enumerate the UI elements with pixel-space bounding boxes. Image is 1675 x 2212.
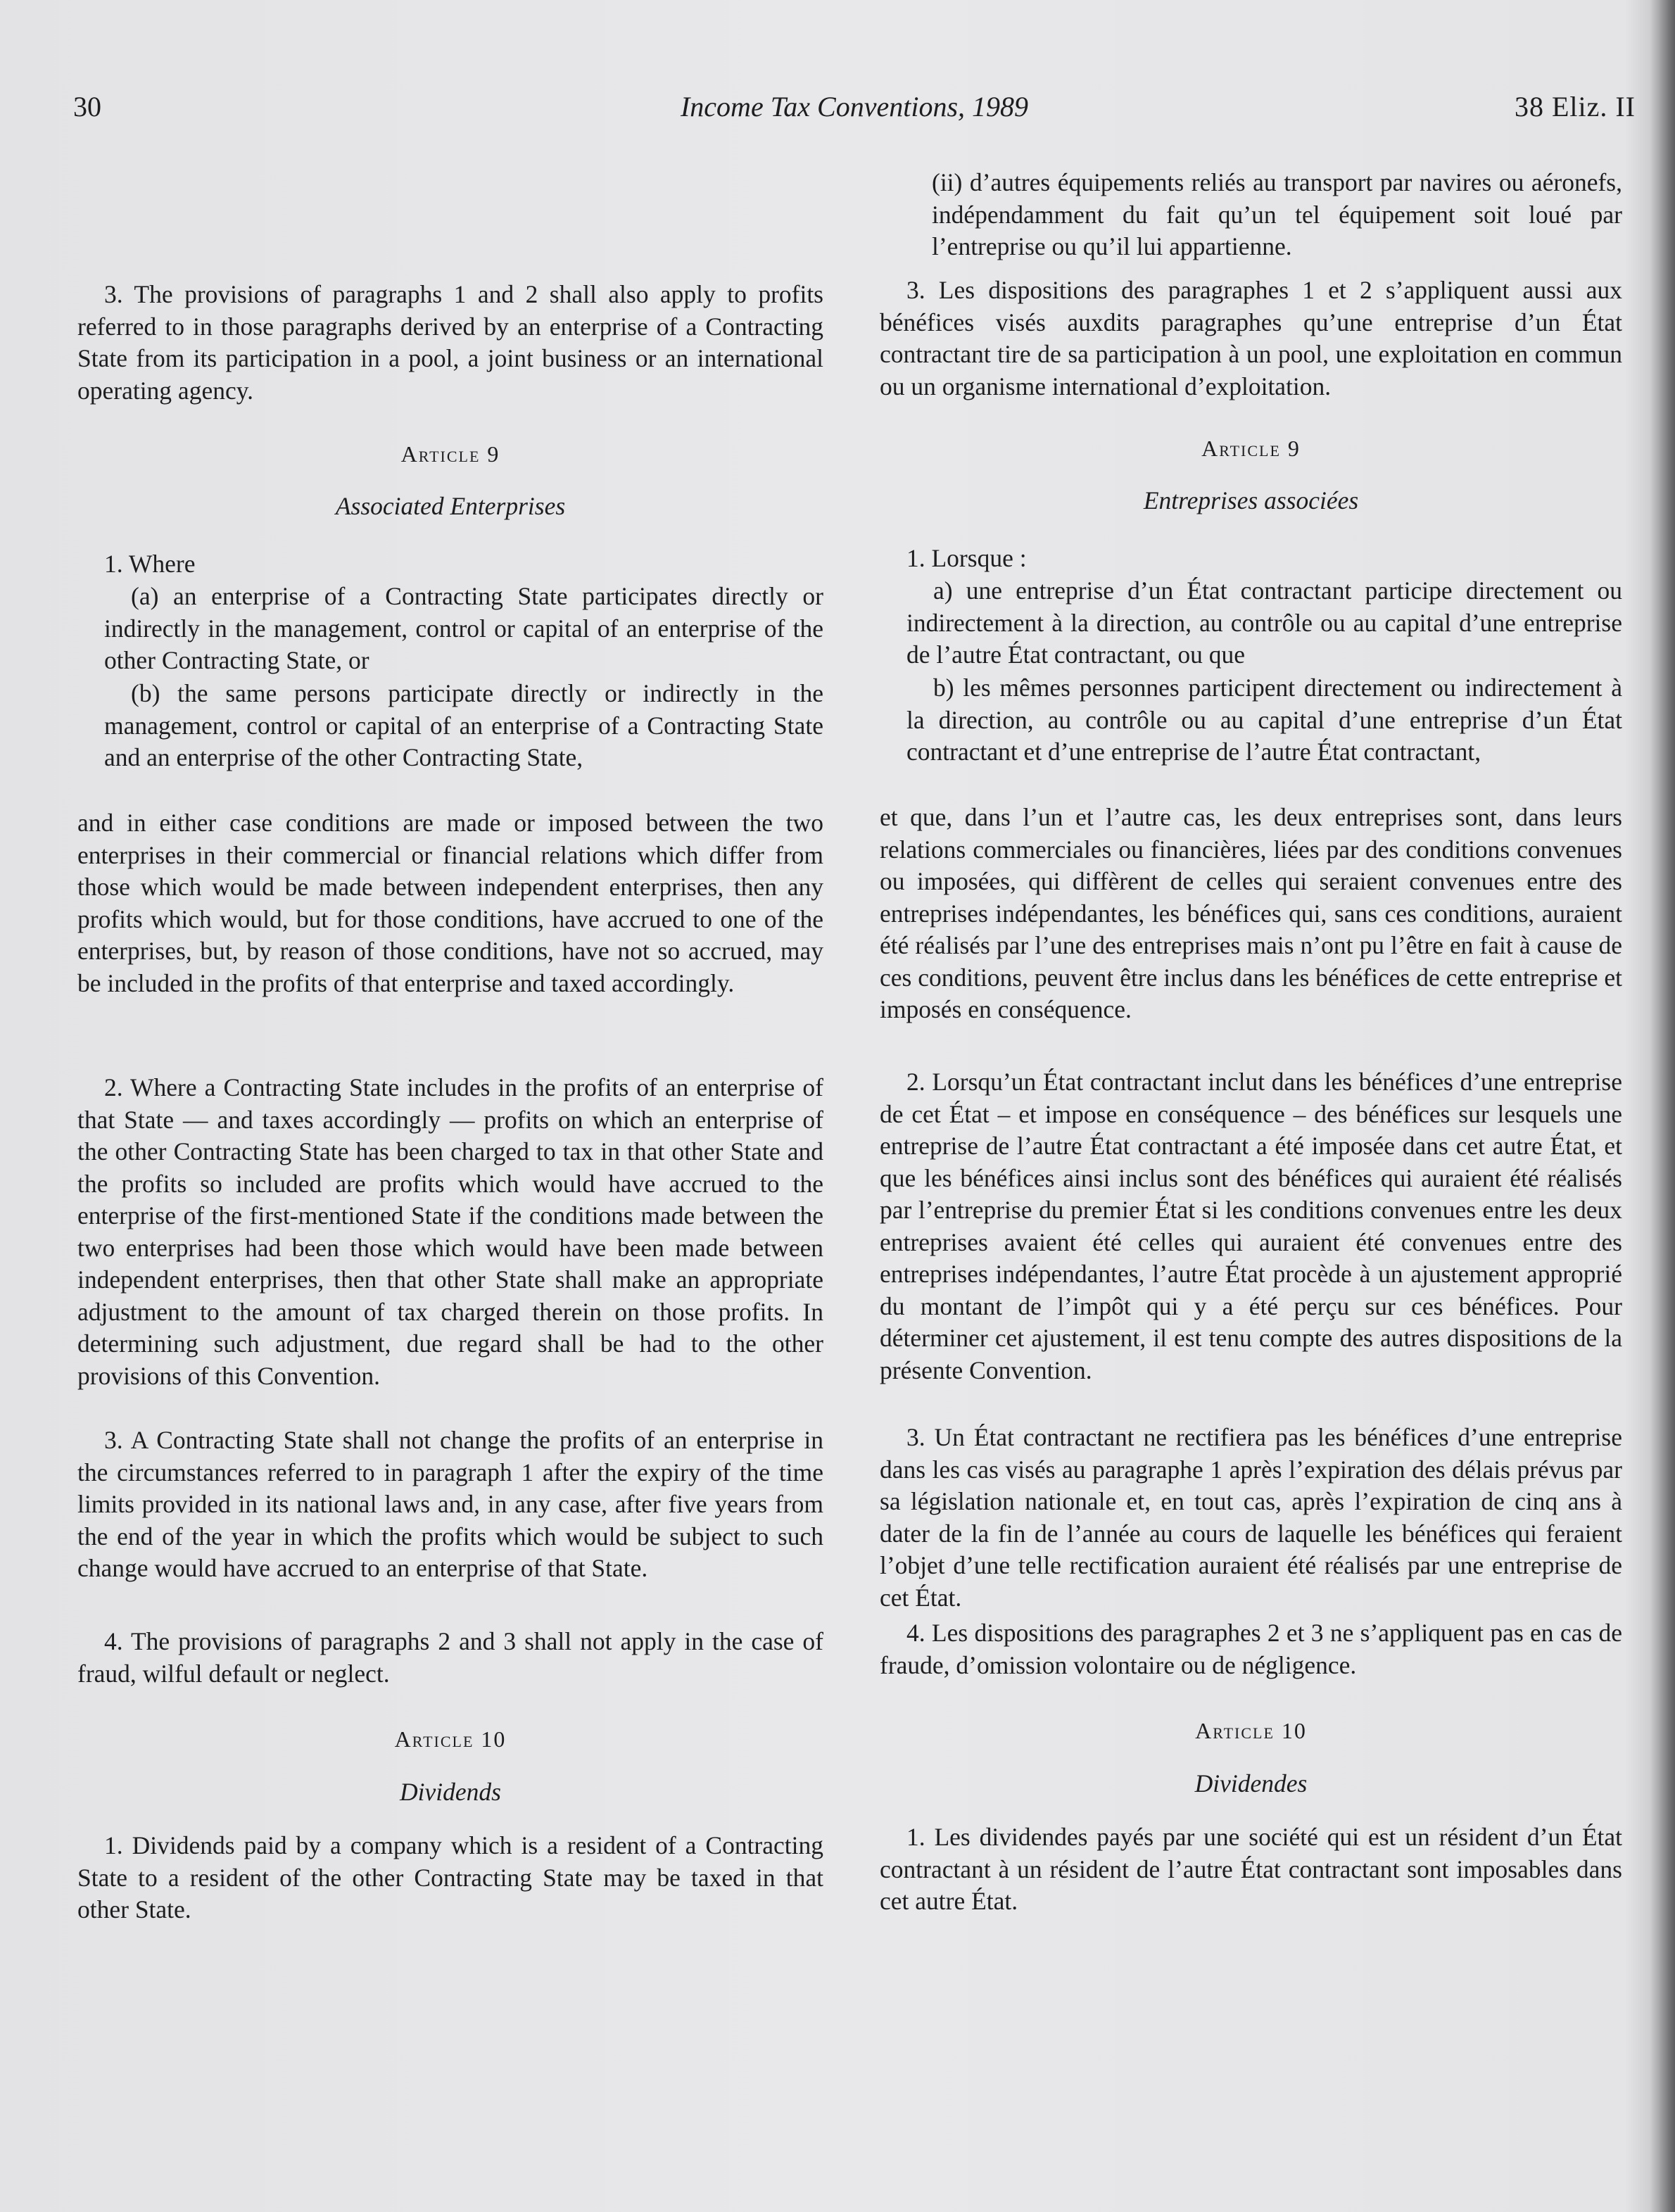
fr-a9-para2: 2. Lorsqu’un État contractant inclut dans les bénéfices d’une entreprise de cet État – et impose en conséquence – des bénéfices sur lesquels une entreprise de l’autre État contractant a été imposée dans cet autre État, et que les bénéfices ainsi inclus sont des bénéfices qui auraient été réalisés par l’entreprise du premier État si les conditions convenues entre les deux entreprises avaient été celles qui auraient été convenues entre des entreprises indépendantes, l’autre État procède à un ajustement approprié du montant de l’impôt qui y a été perçu sur ces bénéfices. Pour déterminer cet ajustement, il est tenu compte des autres dispositions de la présente Convention. [880, 1068, 1622, 1384]
french-column [880, 0, 1622, 2212]
page-number: 30 [73, 91, 101, 122]
fr-a9-para3: 3. Un État contractant ne rectifiera pas les bénéfices d’une entreprise dans les cas visés au paragraphe 1 après l’expiration des délais prévus par sa législation nationale et, en tout cas, après l’expiration de cinq ans à dater de la fin de l’année au cours de laquelle les bénéfices qui feraient l’objet d’une telle rectification auraient été réalisés par une entreprise de cet État. [880, 1423, 1622, 1612]
fr-a10-para1: 1. Les dividendes payés par une société qui est un résident d’un État contractant à un résident de l’autre État contractant sont imposables dans cet autre État. [880, 1823, 1622, 1915]
en-article8-para3: 3. The provisions of paragraphs 1 and 2 shall also apply to profits referred to in those paragraphs derived by an enterprise of a Contracting State from its participation in a pool, a joint business or an international operating agency. [77, 280, 823, 405]
page-edge-shadow [1650, 0, 1675, 2212]
en-a9-para2: 2. Where a Contracting State includes in the profits of an enterprise of that State — and taxes accordingly — profits on which an enterprise of the other Contracting State has been charged to tax in that other State and the profits so included are profits which would have accrued to the enterprise of the first-mentioned State if the conditions made between the two enterprises had been those which would have been made between independent enterprises, then that other State shall make an appropriate adjustment to the amount of tax charged therein on those profits. In determining such adjustment, due regard shall be had to the other provisions of this Convention. [77, 1073, 823, 1390]
fr-article8-para3: 3. Les dispositions des paragraphes 1 et 2 s’appliquent aussi aux bénéfices visés auxdits paragraphes qu’une entreprise d’un État contractant tire de sa participation à un pool, une exploitation en commun ou un organisme international d’exploitation. [880, 276, 1622, 400]
running-title: Income Tax Conventions, 1989 [680, 91, 1029, 122]
fr-item-ii: (ii) d’autres équipements reliés au transport par navires ou aéronefs, indépendamment du fait qu’un tel équipement soit loué par l’entreprise ou qu’il lui appartienne. [932, 168, 1622, 260]
en-a9-para4: 4. The provisions of paragraphs 2 and 3 shall not apply in the case of fraud, wilful default or neglect. [77, 1627, 823, 1688]
fr-a9-para1-rest: et que, dans l’un et l’autre cas, les deux entreprises sont, dans leurs relations commerciales ou financières, liées par des conditions convenues ou imposées, qui diffèrent de celles qui seraient convenues entre des entreprises indépendantes, les bénéfices qui, sans ces conditions, auraient été réalisés par l’une des entreprises mais n’ont pu l’être en fait à cause de ces conditions, peuvent être inclus dans les bénéfices de cette entreprise et imposés en conséquence. [880, 803, 1622, 1023]
fr-a9-para1-b: b) les mêmes personnes participent directement ou indirectement à la direction, au contrôle ou au capital d’une entreprise d’un État contractant et d’une entreprise de l’autre État contractant, [906, 674, 1622, 766]
fr-a9-para1-intro: 1. Lorsque : [906, 544, 1027, 572]
en-a9-para1-rest: and in either case conditions are made or imposed between the two enterprises in their commercial or financial relations which differ from those which would be made between independent enterprises, then any profits which would, but for those conditions, have accrued to one of the enterprises, but, by reason of those conditions, have not so accrued, may be included in the profits of that enterprise and taxed accordingly. [77, 809, 823, 997]
fr-article10-heading: Article 10 [1195, 1718, 1307, 1743]
en-article10-title: Dividends [400, 1778, 501, 1806]
regnal-year: 38 Eliz. II [1514, 91, 1636, 122]
en-article9-title: Associated Enterprises [335, 492, 566, 520]
en-a9-para1-b: (b) the same persons participate directly or indirectly in the management, control or capital of an enterprise of a Contracting State and an enterprise of the other Contracting State, [104, 679, 823, 771]
en-a10-para1: 1. Dividends paid by a company which is a resident of a Contracting State to a resident of the other Contracting State may be taxed in that other State. [77, 1831, 823, 1923]
en-article9-heading: Article 9 [400, 441, 500, 467]
en-a9-para1-intro: 1. Where [104, 550, 196, 578]
english-column [77, 0, 823, 2212]
en-a9-para3: 3. A Contracting State shall not change the profits of an enterprise in the circumstances referred to in paragraph 1 after the expiry of the time limits provided in its national laws and, in any case, after five years from the end of the year in which the profits which would be subject to such change would have accrued to an enterprise of that State. [77, 1426, 823, 1582]
fr-article9-heading: Article 9 [1201, 436, 1301, 461]
fr-article10-title: Dividendes [1194, 1769, 1308, 1797]
fr-a9-para4: 4. Les dispositions des paragraphes 2 et 3 ne s’appliquent pas en cas de fraude, d’omission volontaire ou de négligence. [880, 1619, 1622, 1679]
en-a9-para1-a: (a) an enterprise of a Contracting State participates directly or indirectly in the management, control or capital of an enterprise of the other Contracting State, or [104, 582, 823, 674]
en-article10-heading: Article 10 [394, 1726, 507, 1752]
fr-a9-para1-a: a) une entreprise d’un État contractant participe directement ou indirectement à la direction, au contrôle ou au capital d’une entreprise de l’autre État contractant, ou que [906, 576, 1622, 669]
fr-article9-title: Entreprises associées [1143, 486, 1359, 514]
